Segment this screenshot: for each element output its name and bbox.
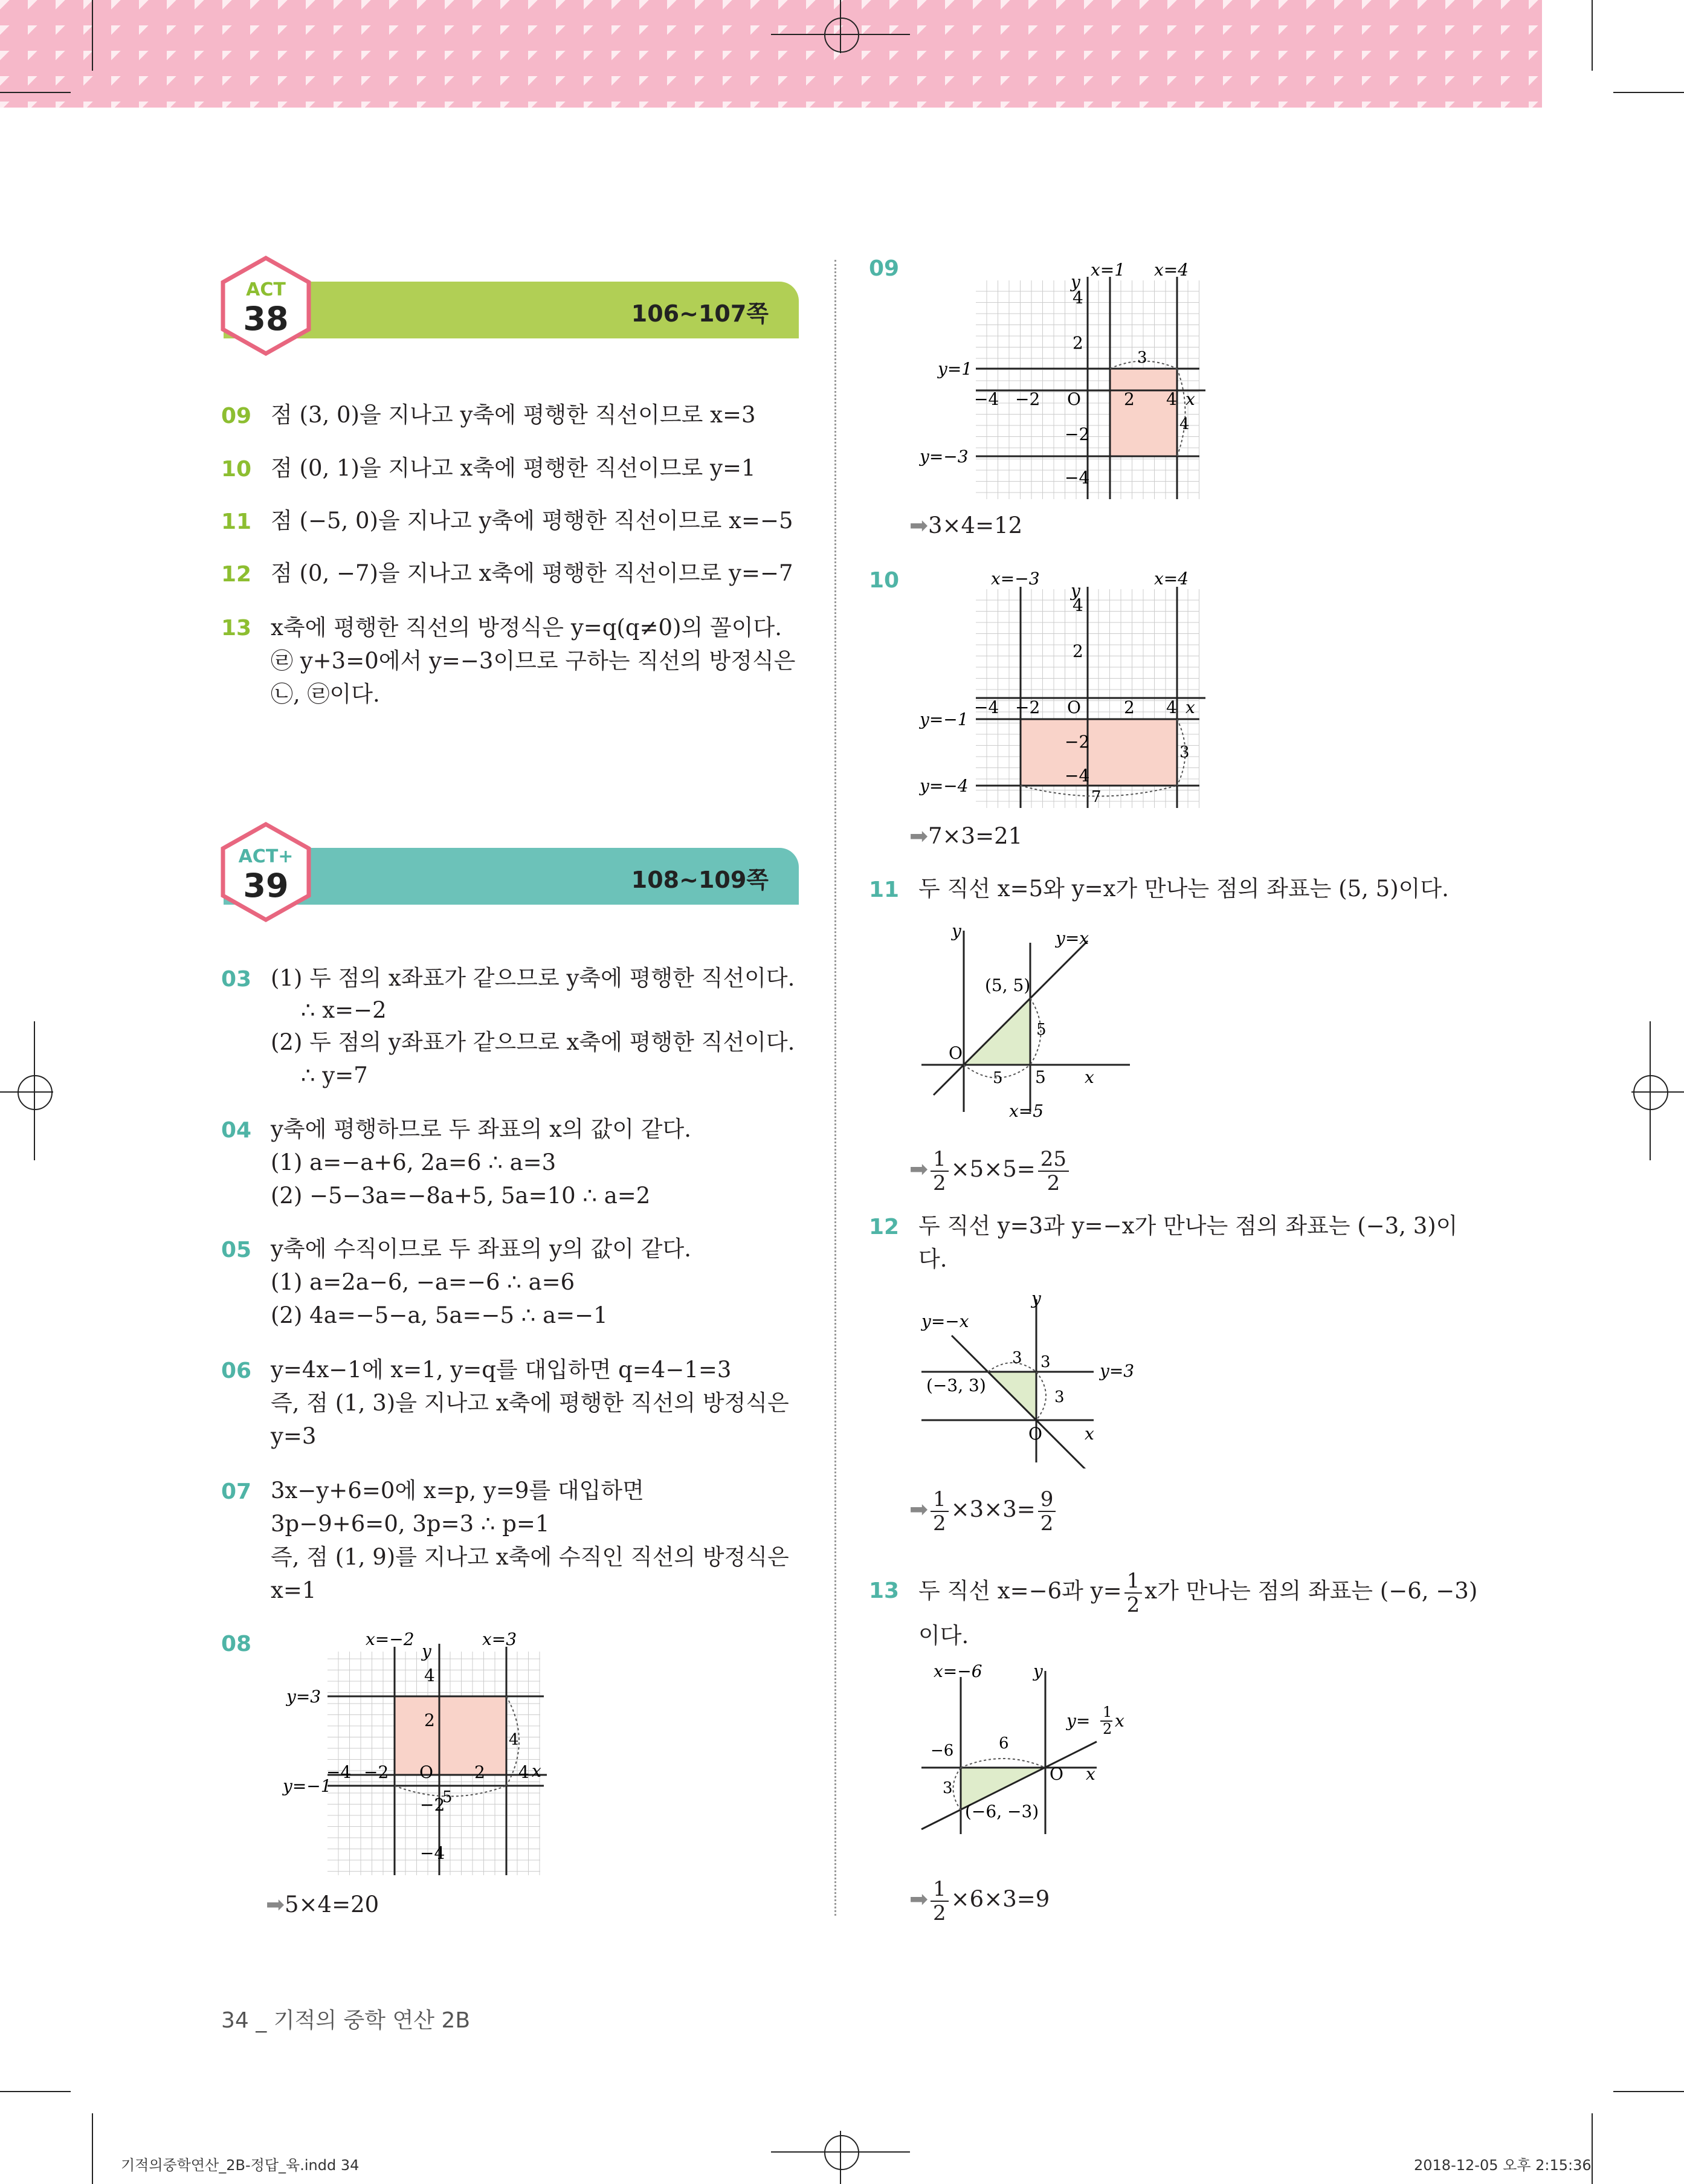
q-num: 12 [221,562,252,587]
q13r-line1: 두 직선 x=−6과 y= $\frac{1}{2}$ x가 만나는 점의 좌표는 (−6, −3) [918,1568,1478,1617]
act38-badge-num: 38 [243,300,289,338]
g09-ya: y=1 [938,359,973,379]
g08-t1: 4 [424,1665,435,1685]
q06-line2: 즉, 점 (1, 3)을 지나고 x축에 평행한 직선의 방정식은 [271,1390,789,1416]
page-footer: 34 _ 기적의 중학 연산 2B [221,2008,471,2033]
g09-xb: x=4 [1154,260,1189,280]
g08-t6: 2 [474,1762,485,1782]
g13-s1: −6 [931,1742,954,1760]
g08-t2: 2 [424,1710,435,1730]
svg-text:−4: −4 [1065,766,1090,786]
g08-ya: y=3 [286,1687,321,1707]
svg-text:4: 4 [1073,288,1083,308]
q13-38-line2: ㉣ y+3=0에서 y=−3이므로 구하는 직선의 방정식은 [271,648,796,674]
q05-line2: (1) a=2a−6, −a=−6 ∴ a=6 [271,1269,575,1295]
g13-pt: (−6, −3) [965,1801,1039,1821]
q04-line2: (1) a=−a+6, 2a=6 ∴ a=3 [271,1149,556,1175]
act39-badge-top: ACT+ [238,846,294,867]
g13-s2: 6 [999,1734,1009,1753]
svg-text:−2: −2 [1015,697,1040,717]
g11-s3: 5 [1035,1067,1046,1087]
q-num: 09 [221,404,252,428]
g08-xa: x=−2 [366,1632,415,1649]
q05-line1: y축에 수직이므로 두 좌표의 y의 값이 같다. [271,1236,692,1262]
g12-y: y [1031,1288,1041,1308]
svg-text:−4: −4 [1065,468,1090,488]
graph-12 [915,1287,1175,1468]
act38-pages: 106~107쪽 [631,300,769,327]
q07-num: 07 [221,1479,252,1504]
q11-answer-line: ➡ $\frac{1}{2}$ ×5×5= $\frac{25}{2}$ [909,1142,1071,1197]
q10-answer: 7×3=21 [928,823,1023,849]
svg-text:y: y [1071,581,1080,601]
q13-38-num: 13 [221,616,252,641]
svg-text:−2: −2 [1065,424,1090,444]
g08-t8: −2 [420,1795,445,1815]
g11-pt: (5, 5) [985,975,1031,995]
q07-line1: 3x−y+6=0에 x=p, y=9를 대입하면 [271,1478,644,1504]
g11-o: O [949,1043,963,1063]
q07-line2: 3p−9+6=0, 3p=3 ∴ p=1 [271,1511,550,1537]
svg-text:2: 2 [1124,697,1135,717]
q-text: 점 (0, 1)을 지나고 x축에 평행한 직선이므로 y=1 [271,455,756,481]
act39-badge-num: 39 [243,867,289,905]
g08-xl: x [532,1761,541,1781]
q03-line4: ∴ y=7 [301,1062,368,1088]
g10-d2: 7 [1091,788,1102,806]
act38-badge-top: ACT [246,279,286,300]
g10-xb: x=4 [1154,569,1189,589]
act39-pages: 108~109쪽 [631,867,769,893]
q13r-answer-line: ➡ $\frac{1}{2}$ ×6×3=9 [909,1876,1050,1925]
svg-text:y: y [1071,272,1080,292]
g12-line: y=−x [921,1311,969,1331]
svg-text:x: x [1186,697,1195,717]
q08-num: 08 [221,1632,252,1656]
svg-text:4: 4 [1166,697,1177,717]
date-info: 2018-12-05 오후 2:15:36 [1414,2157,1592,2174]
q11-num: 11 [869,877,900,902]
g12-yl: y=3 [1100,1361,1135,1381]
graph-11 [915,919,1145,1124]
g09-d1: 3 [1137,349,1147,367]
q11-text: 두 직선 x=5와 y=x가 만나는 점의 좌표는 (5, 5)이다. [918,876,1449,902]
q05-line3: (2) 4a=−5−a, 5a=−5 ∴ a=−1 [271,1302,608,1328]
q13r-num: 13 [869,1578,900,1603]
svg-text:4: 4 [1166,389,1177,409]
g10-ya: y=−1 [920,709,969,729]
q06-line1: y=4x−1에 x=1, y=q를 대입하면 q=4−1=3 [271,1357,732,1383]
g08-t5: O [419,1762,433,1782]
svg-text:2: 2 [1073,641,1083,661]
q-text: 점 (3, 0)을 지나고 y축에 평행한 직선이므로 x=3 [271,402,756,428]
g08-t4: −2 [364,1762,389,1782]
q07-line3: 즉, 점 (1, 9)를 지나고 x축에 수직인 직선의 방정식은 [271,1544,789,1570]
g12-s3: 3 [1054,1388,1065,1406]
svg-text:2: 2 [1124,389,1135,409]
g12-pt: (−3, 3) [926,1375,986,1395]
g12-s1: 3 [1012,1349,1022,1367]
graph-13 [915,1659,1169,1840]
q-text: 점 (0, −7)을 지나고 x축에 평행한 직선이므로 y=−7 [271,560,793,586]
q-num: 10 [221,457,252,482]
g13-lx: x [1115,1711,1124,1731]
q06-line3: y=3 [271,1423,317,1449]
q12-num: 12 [869,1215,900,1239]
svg-text:−4: −4 [974,389,999,409]
svg-text:x: x [1186,389,1195,409]
svg-text:O: O [1067,697,1081,717]
g11-s2: 5 [993,1069,1003,1087]
graph-08 [266,1632,556,1885]
g08-t7: 4 [518,1762,529,1782]
g08-xb: x=3 [482,1632,517,1649]
q06-num: 06 [221,1359,252,1383]
g08-d1: 4 [509,1731,519,1749]
top-banner [0,0,1542,108]
g12-x: x [1085,1424,1094,1444]
q07-line4: x=1 [271,1577,317,1603]
file-info: 기적의중학연산_2B-정답_육.indd 34 [121,2157,360,2174]
g13-o: O [1050,1764,1063,1784]
q13r-line2: 이다. [918,1623,969,1649]
q09-answer-line: ➡3×4=12 [909,512,1023,538]
g09-xa: x=1 [1091,260,1126,280]
svg-text:4: 4 [1073,595,1083,615]
graph-09 [906,254,1215,502]
q13-38-line3: ㉡, ㉣이다. [271,681,380,707]
q12-line1: 두 직선 y=3과 y=−x가 만나는 점의 좌표는 (−3, 3)이 [918,1213,1458,1239]
q05-num: 05 [221,1238,252,1262]
q08-answer-line: ➡5×4=20 [266,1892,379,1917]
q04-line1: y축에 평행하므로 두 좌표의 x의 값이 같다. [271,1116,691,1142]
q03-line2: ∴ x=−2 [301,997,387,1023]
g09-yb: y=−3 [920,447,969,467]
g12-o: O [1028,1424,1042,1444]
g13-y: y [1033,1661,1043,1681]
g08-t3: −4 [326,1762,352,1782]
svg-text:−2: −2 [1065,732,1090,752]
q12-answer-line: ➡ $\frac{1}{2}$ ×3×3= $\frac{9}{2}$ [909,1482,1058,1537]
g10-d1: 3 [1179,743,1190,761]
q03-line3: (2) 두 점의 y좌표가 같으므로 x축에 평행한 직선이다. [271,1029,795,1055]
svg-text:−2: −2 [1015,389,1040,409]
g13-xl: x=−6 [934,1661,982,1681]
svg-text:2: 2 [1073,333,1083,353]
q-text: 점 (−5, 0)을 지나고 y축에 평행한 직선이므로 x=−5 [271,508,793,534]
g12-s2: 3 [1040,1353,1051,1371]
g13-ly: y= [1066,1711,1091,1731]
g10-xa: x=−3 [991,569,1040,589]
q12-line2: 다. [918,1246,947,1272]
g08-yl: y [422,1641,431,1661]
g09-d2: 4 [1179,415,1190,433]
q10-answer-line: ➡7×3=21 [909,823,1023,849]
q03-line1: (1) 두 점의 x좌표가 같으므로 y축에 평행한 직선이다. [271,965,795,991]
g08-d2: 5 [442,1788,453,1806]
g13-n: 1 [1103,1704,1112,1720]
g11-y: y [952,921,961,941]
q09-num: 09 [869,256,900,281]
g11-line: y=x [1056,928,1089,948]
g08-t9: −4 [420,1843,445,1863]
q04-line3: (2) −5−3a=−8a+5, 5a=10 ∴ a=2 [271,1183,651,1209]
g10-yb: y=−4 [920,776,969,796]
svg-text:O: O [1067,389,1081,409]
g11-x: x [1085,1067,1094,1087]
g13-s3: 3 [943,1779,953,1797]
q03-num: 03 [221,967,252,992]
g11-xl: x=5 [1009,1101,1044,1121]
q09-answer: 3×4=12 [928,512,1023,538]
q08-answer: 5×4=20 [285,1892,379,1917]
svg-text:−4: −4 [974,697,999,717]
column-divider [834,260,836,1916]
q10-num: 10 [869,568,900,593]
q-num: 11 [221,509,252,534]
g11-s1: 5 [1036,1021,1047,1039]
q13-38-line1: x축에 평행한 직선의 방정식은 y=q(q≠0)의 꼴이다. [271,615,782,641]
g13-d: 2 [1103,1720,1112,1737]
g08-yb: y=−1 [283,1776,332,1796]
graph-10 [906,565,1215,813]
g13-x: x [1086,1764,1095,1784]
q04-num: 04 [221,1118,252,1143]
